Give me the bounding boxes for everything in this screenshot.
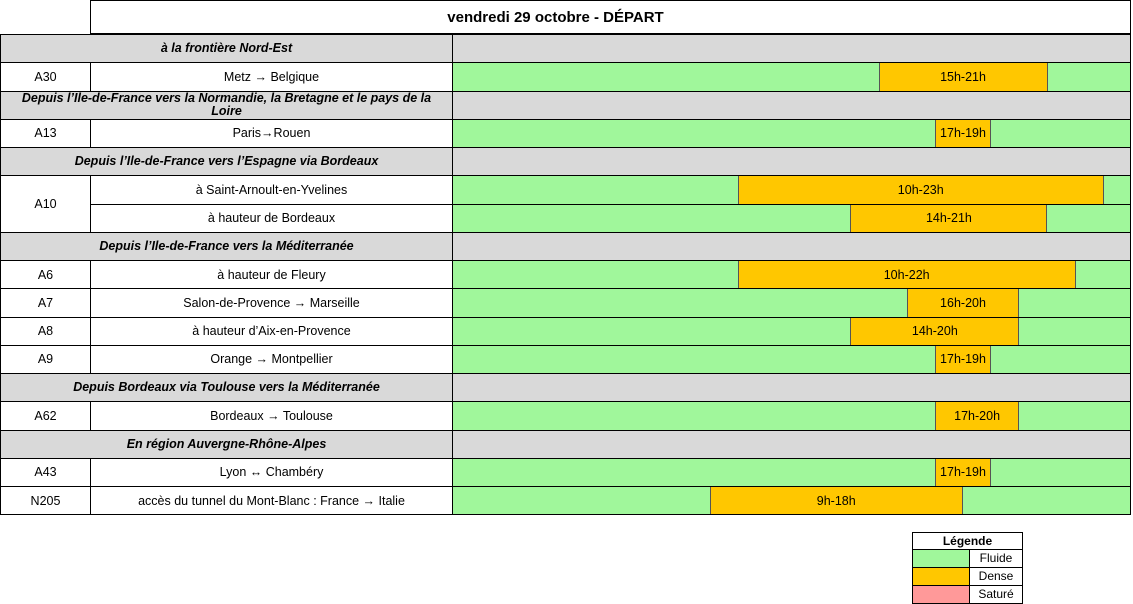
dense-period-bar: 17h-19h (935, 120, 991, 147)
route-code: A62 (0, 401, 91, 430)
legend-swatch-dense (913, 568, 970, 585)
route-code: A9 (0, 345, 91, 374)
section-title: En région Auvergne-Rhône-Alpes (0, 430, 453, 459)
section-title: Depuis l’Ile-de-France vers la Méditerranée (0, 232, 453, 261)
route-label: Lyon ↔ Chambéry (90, 458, 453, 487)
route-label: Salon-de-Provence → Marseille (90, 288, 453, 317)
legend-label: Fluide (979, 551, 1013, 565)
section-band (452, 147, 1131, 176)
legend-swatch-fluide (913, 550, 970, 567)
route-label: à Saint-Arnoult-en-Yvelines (90, 175, 453, 204)
legend-label: Dense (978, 569, 1014, 583)
dense-period-bar: 17h-19h (935, 459, 991, 486)
section-title: à la frontière Nord-Est (0, 34, 453, 63)
legend-item-fluide (913, 550, 1022, 568)
route-code: A13 (0, 119, 91, 148)
section-band (452, 34, 1131, 63)
route-code: A6 (0, 260, 91, 289)
traffic-band (452, 204, 1131, 233)
route-code: A30 (0, 62, 91, 91)
route-label: Bordeaux → Toulouse (90, 401, 453, 430)
section-band (452, 430, 1131, 459)
legend (912, 532, 1023, 604)
section-title: Depuis l’Ile-de-France vers la Normandie, la Bretagne et le pays de la Loire (0, 91, 453, 120)
section-band (452, 232, 1131, 261)
route-code: A10 (0, 175, 91, 233)
dense-period-bar: 14h-21h (850, 205, 1047, 232)
traffic-band (452, 345, 1131, 374)
traffic-band (452, 62, 1131, 91)
legend-label: Saturé (978, 587, 1014, 601)
section-band (452, 373, 1131, 402)
traffic-band (452, 486, 1131, 515)
route-code: A8 (0, 317, 91, 346)
route-label: à hauteur de Bordeaux (90, 204, 453, 233)
route-label: Paris→Rouen (90, 119, 453, 148)
section-band (452, 91, 1131, 120)
dense-period-bar: 9h-18h (710, 487, 964, 514)
dense-period-bar: 10h-22h (738, 261, 1076, 288)
dense-period-bar: 16h-20h (907, 289, 1020, 316)
page-title: vendredi 29 octobre - DÉPART (90, 0, 1131, 34)
dense-period-bar: 17h-20h (935, 402, 1020, 429)
route-code: A7 (0, 288, 91, 317)
traffic-band (452, 260, 1131, 289)
traffic-band (452, 119, 1131, 148)
legend-title: Légende (913, 533, 1022, 550)
route-label: à hauteur d’Aix-en-Provence (90, 317, 453, 346)
route-code: N205 (0, 486, 91, 515)
route-label: Orange → Montpellier (90, 345, 453, 374)
dense-period-bar: 17h-19h (935, 346, 991, 373)
traffic-band (452, 401, 1131, 430)
dense-period-bar: 14h-20h (850, 318, 1019, 345)
route-label: à hauteur de Fleury (90, 260, 453, 289)
traffic-band (452, 458, 1131, 487)
route-label: accès du tunnel du Mont-Blanc : France → Italie (90, 486, 453, 515)
traffic-band (452, 175, 1131, 204)
section-title: Depuis Bordeaux via Toulouse vers la Méditerranée (0, 373, 453, 402)
dense-period-bar: 10h-23h (738, 176, 1104, 203)
legend-item-dense (913, 568, 1022, 586)
route-code: A43 (0, 458, 91, 487)
traffic-band (452, 288, 1131, 317)
legend-swatch-sature (913, 586, 970, 603)
dense-period-bar: 15h-21h (879, 63, 1048, 90)
legend-item-sature (913, 586, 1022, 603)
section-title: Depuis l’Ile-de-France vers l’Espagne via Bordeaux (0, 147, 453, 176)
route-label: Metz → Belgique (90, 62, 453, 91)
traffic-band (452, 317, 1131, 346)
